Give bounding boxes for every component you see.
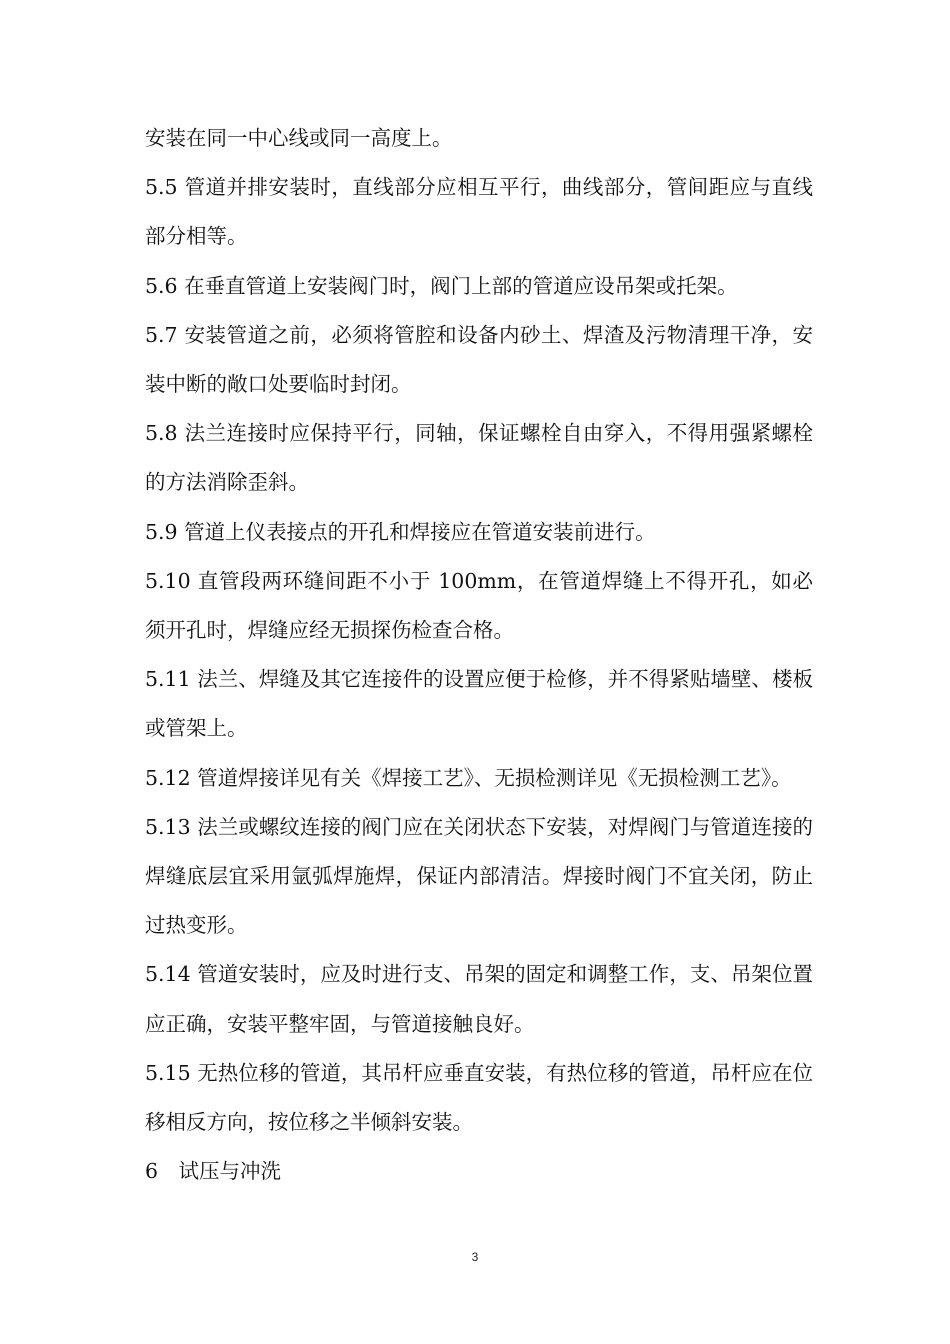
paragraph-5-12: 5.12 管道焊接详见有关《焊接工艺》、无损检测详见《无损检测工艺》。 — [145, 765, 792, 790]
paragraph-5-9: 5.9 管道上仪表接点的开孔和焊接应在管道安装前进行。 — [145, 519, 656, 544]
paragraph-5-10: 5.10 直管段两环缝间距不小于 100mm，在管道焊缝上不得开孔，如必须开孔时，焊缝应经无损探伤检查合格。 — [145, 568, 813, 643]
paragraph-5-11: 5.11 法兰、焊缝及其它连接件的设置应便于检修，并不得紧贴墙壁、楼板或管架上。 — [145, 667, 813, 741]
paragraph-5-5: 5.5 管道并排安装时，直线部分应相互平行，曲线部分，管间距应与直线部分相等。 — [145, 175, 813, 249]
paragraph-continuation: 安装在同一中心线或同一高度上。 — [145, 126, 453, 150]
section-heading: 6 试压与冲洗 — [145, 1159, 282, 1184]
paragraph-5-8: 5.8 法兰连接时应保持平行，同轴，保证螺栓自由穿入，不得用强紧螺栓的方法消除歪斜。 — [145, 421, 813, 495]
paragraph-5-7: 5.7 安装管道之前，必须将管腔和设备内砂土、焊渣及污物清理干净，安装中断的敞口处要临时封闭。 — [145, 322, 813, 397]
paragraph-5-14: 5.14 管道安装时，应及时进行支、吊架的固定和调整工作，支、吊架位置应正确，安装平整牢固，与管道接触良好。 — [145, 962, 813, 1036]
page-number: 3 — [471, 1250, 479, 1264]
paragraph-5-6: 5.6 在垂直管道上安装阀门时，阀门上部的管道应设吊架或托架。 — [145, 273, 738, 298]
paragraph-5-15: 5.15 无热位移的管道，其吊杆应垂直安装，有热位移的管道，吊杆应在位移相反方向，按位移之半倾斜安装。 — [145, 1060, 813, 1135]
paragraph-5-13: 5.13 法兰或螺纹连接的阀门应在关闭状态下安装，对焊阀门与管道连接的焊缝底层宜采用氩弧焊施焊，保证内部清洁。焊接时阀门不宜关闭，防止过热变形。 — [145, 814, 813, 938]
document-body — [145, 114, 813, 1196]
